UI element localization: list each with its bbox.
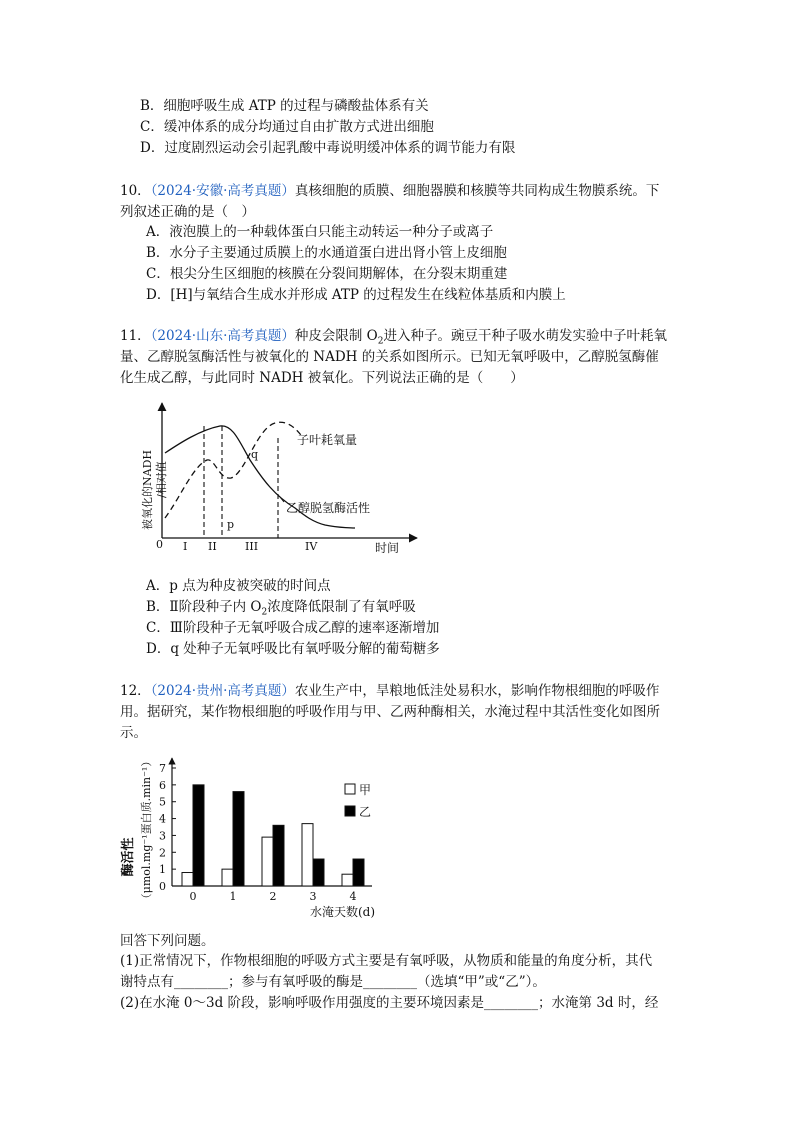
q11-stage-ii: II [208, 540, 217, 553]
q9-option-b: B．细胞呼吸生成 ATP 的过程与磷酸盐体系有关 [140, 98, 429, 114]
q11-point-q: q [251, 448, 259, 461]
q11-point-p: p [227, 518, 235, 531]
q12-source: （2024·贵州·高考真题） [150, 683, 295, 699]
q11-stem-line3: 化生成乙醇，与此同时 NADH 被氧化。下列说法正确的是（ ） [120, 370, 524, 386]
q12-y-tick-label: 7 [159, 762, 166, 775]
q11-option-b-subscript: 2 [261, 607, 268, 618]
q12-y-tick-label: 2 [159, 846, 166, 860]
q12-part1-line2: 谢特点有________；参与有氧呼吸的酶是________（选填“甲”或“乙”）。 [120, 974, 546, 990]
q12-bar-乙-day2 [273, 825, 284, 886]
q11-source: （2024·山东·高考真题） [150, 328, 295, 344]
q12-x-label: 水淹天数(d) [310, 905, 376, 919]
q11-option-b-text-cont: 浓度降低限制了有氧呼吸 [267, 599, 416, 615]
q12-bar-乙-day1 [233, 792, 244, 886]
q11-option-b-text: B．Ⅱ阶段种子内 O [146, 599, 262, 615]
q12-legend-label-乙: 乙 [359, 805, 372, 819]
q12-y-label-main: 酶活性 [121, 837, 136, 877]
q11-stem-line2: 量、乙醇脱氢酶活性与被氧化的 NADH 的关系如图所示。已知无氧呼吸中，乙醇脱氢酶催 [120, 349, 659, 365]
q10-option-c: C．根尖分生区细胞的核膜在分裂间期解体，在分裂末期重建 [146, 266, 508, 282]
q10-option-d: D．[H]与氧结合生成水并形成 ATP 的过程发生在线粒体基质和内膜上 [146, 287, 566, 303]
q11-label-enzyme: 乙醇脱氢酶活性 [286, 501, 371, 515]
q11-y-label-2: /相对值 [155, 461, 168, 498]
q12-x-tick-label: 0 [189, 890, 197, 903]
q12-y-label-unit: （μmol.mg⁻¹蛋白质.min⁻¹） [140, 755, 153, 905]
q12-bar-甲-day0 [182, 873, 193, 886]
q12-x-tick-label: 4 [349, 890, 357, 903]
q11-origin: 0 [156, 538, 163, 551]
q11-stage-iv: IV [305, 540, 318, 553]
q12-stem-line3: 示。 [120, 725, 147, 741]
q11-line-chart [141, 398, 425, 560]
q12-x-tick-label: 2 [269, 890, 277, 903]
q12-stem-line1 [120, 681, 659, 701]
q12-part1-line1: (1)正常情况下，作物根细胞的呼吸方式主要是有氧呼吸，从物质和能量的角度分析，其代 [120, 953, 653, 969]
q10-stem-line1 [120, 181, 659, 201]
q11-label-oxygen: 子叶耗氧量 [297, 433, 358, 447]
q10-stem-line2: 列叙述正确的是（ ） [120, 204, 255, 220]
q12-bar-乙-day4 [353, 859, 364, 886]
q12-answer-intro: 回答下列问题。 [120, 933, 215, 949]
q11-option-a: A．p 点为种皮被突破的时间点 [146, 578, 331, 594]
q12-number: 12． [120, 683, 151, 699]
q12-bar-chart [118, 752, 388, 924]
q11-o2-subscript: 2 [377, 336, 384, 347]
q12-y-tick-label: 4 [159, 812, 166, 826]
q11-option-c: C．Ⅲ阶段种子无氧呼吸合成乙醇的速率逐渐增加 [146, 620, 440, 636]
q11-stem-text: 种皮会限制 O [294, 328, 378, 344]
q12-y-tick-label: 1 [159, 863, 166, 877]
q12-y-tick-label: 0 [159, 880, 166, 893]
q11-stem-text-cont: 进入种子。豌豆干种子吸水萌发实验中子叶耗氧 [383, 328, 667, 344]
q11-stage-iii: III [245, 540, 259, 553]
q12-legend-swatch-乙 [345, 806, 355, 816]
q12-bar-甲-day2 [262, 837, 273, 886]
q10-source: （2024·安徽·高考真题） [150, 183, 295, 199]
q11-number: 11． [120, 328, 151, 344]
q12-y-tick-label: 5 [159, 795, 166, 809]
q12-stem-text: 农业生产中，旱粮地低洼处易积水，影响作物根细胞的呼吸作 [294, 683, 660, 699]
q12-x-tick-label: 1 [229, 890, 237, 903]
q12-part2-line1: (2)在水淹 0～3d 阶段，影响呼吸作用强度的主要环境因素是________；水淹第 3d 时，经 [120, 995, 659, 1011]
q12-bar-甲-day1 [222, 869, 233, 886]
q12-stem-line2: 用。据研究，某作物根细胞的呼吸作用与甲、乙两种酶相关，水淹过程中其活性变化如图所 [120, 704, 660, 720]
q11-oxygen-curve [165, 422, 303, 518]
q12-bar-甲-day4 [342, 874, 353, 886]
q10-stem-text: 真核细胞的质膜、细胞器膜和核膜等共同构成生物膜系统。下 [294, 183, 660, 199]
q11-option-d: D．q 处种子无氧呼吸比有氧呼吸分解的葡萄糖多 [146, 641, 440, 657]
q11-stage-i: I [183, 540, 188, 553]
q12-legend-label-甲: 甲 [359, 783, 372, 797]
q9-option-c: C．缓冲体系的成分均通过自由扩散方式进出细胞 [140, 119, 434, 135]
q10-number: 10． [120, 183, 151, 199]
q9-option-d: D．过度剧烈运动会引起乳酸中毒说明缓冲体系的调节能力有限 [140, 140, 516, 156]
q12-x-tick-label: 3 [309, 890, 317, 903]
q10-option-a: A．液泡膜上的一种载体蛋白只能主动转运一种分子或离子 [146, 224, 494, 240]
q11-y-label-1: 被氧化的NADH [141, 450, 154, 530]
q12-bar-乙-day3 [313, 859, 324, 886]
q10-option-b: B．水分子主要通过质膜上的水通道蛋白进出肾小管上皮细胞 [146, 245, 507, 261]
q12-bar-甲-day3 [302, 824, 313, 886]
q12-legend-swatch-甲 [345, 784, 355, 794]
q12-y-tick-label: 6 [159, 778, 166, 792]
q12-y-tick-label: 3 [159, 829, 166, 843]
q12-bar-乙-day0 [193, 785, 204, 886]
q11-x-label: 时间 [375, 541, 400, 555]
